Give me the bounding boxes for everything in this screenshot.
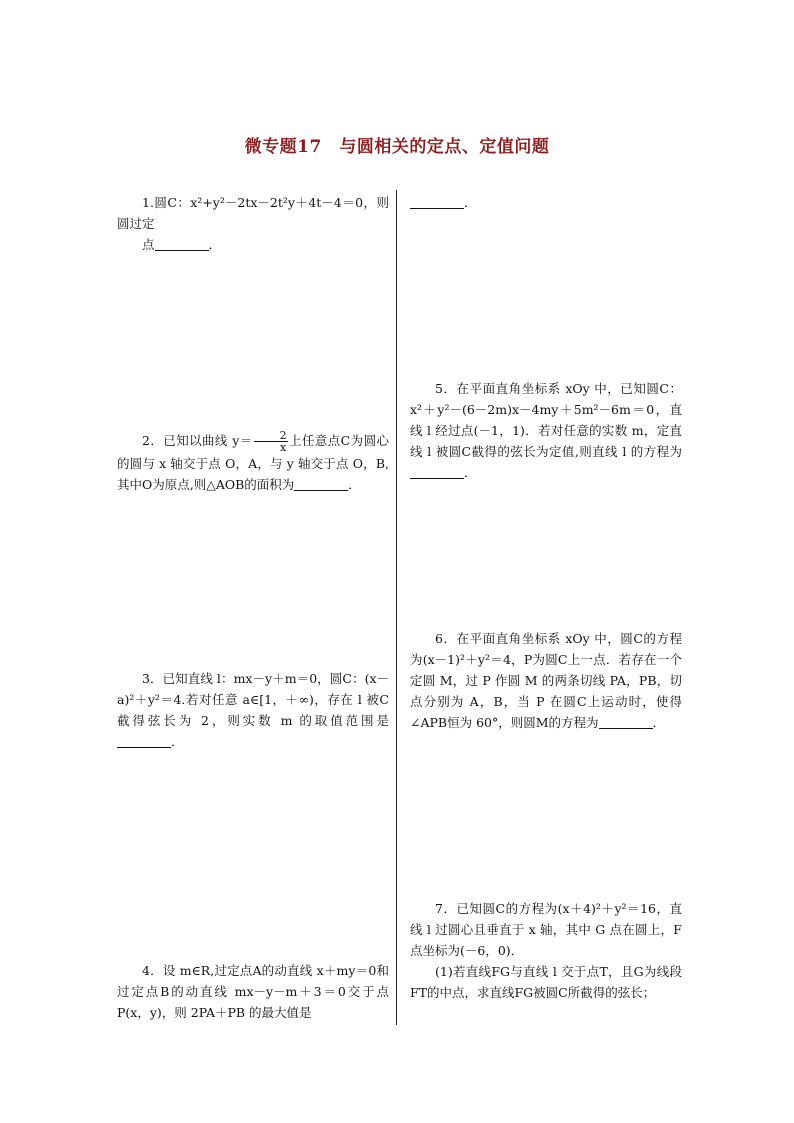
question-4-text: 4．设 m∈R,过定点A的动直线 x＋my＝0和过定点B的动直线 mx－y－m＋3＝0交于点 P(x，y)，则 2PA＋PB 的最大值是 [117,963,389,1020]
fraction-denominator: x [280,441,287,454]
question-2-end: ． [348,477,361,492]
answer-blank[interactable] [410,194,464,209]
page-title: 微专题17 与圆相关的定点、定值问题 [244,137,550,157]
question-5 [410,378,682,483]
question-3-text: 3．已知直线 l：mx－y＋m＝0，圆C：(x－a)²＋y²＝4.若对任意 a∈[1，＋∞)，存在 l 被C截得弦长为 2，则实数 m 的取值范围是 [117,671,389,728]
question-2 [117,430,389,495]
question-1-line2: 点 [142,237,155,252]
question-6-end: ． [652,715,666,730]
answer-blank[interactable] [155,236,209,251]
question-1-line1: 1.圆C：x²+y²－2tx－2t²y＋4t－4＝0，则圆过定 [117,195,389,231]
answer-blank[interactable] [599,714,653,729]
question-2-after: 上任意点C为圆心的圆与 x 轴交于点 O，A，与 y 轴交于点 O，B,其中O为原点,则△AOB的面积为 [117,433,389,492]
fraction [254,430,288,453]
answer-blank[interactable] [294,476,348,491]
question-7 [410,898,682,1003]
question-7-intro: 7．已知圆C的方程为(x＋4)²＋y²＝16，直线 l 过圆心且垂直于 x 轴，其中 G 点在圆上，F 点坐标为(－6，0)． [410,901,682,958]
question-4-end: ． [464,195,477,210]
question-5-end: ． [464,465,477,480]
answer-blank[interactable] [410,464,464,479]
question-6-text: 6．在平面直角坐标系 xOy 中，圆C的方程为(x－1)²＋y²＝4，P为圆C上一点．若存在一个定圆 M，过 P 作圆 M 的两条切线 PA，PB，切点分别为 A，B，当 P 在圆C上运动时，使得∠APB恒为 60°，则圆M的方程为 [410,631,682,730]
fraction-numerator: 2 [254,430,288,442]
question-6 [410,628,682,733]
question-2-before: 2．已知以曲线 y＝ [142,433,253,448]
question-4 [117,960,389,1023]
column-divider [396,190,397,1025]
answer-blank[interactable] [117,733,171,748]
question-3-end: ． [171,734,184,749]
question-3 [117,668,389,752]
question-1-end: ． [208,237,222,252]
question-1 [117,192,389,255]
question-7-part1: (1)若直线FG与直线 l 交于点T，且G为线段FT的中点，求直线FG被圆C所截得的弦长； [410,964,682,1000]
question-5-text: 5．在平面直角坐标系 xOy 中，已知圆C：x²＋y²－(6－2m)x－4my＋5m²－6m＝0，直线 l 经过点(－1，1)．若对任意的实数 m，定直线 l 被圆C截得的弦长为定值,则直线 l 的方程为 [410,381,682,459]
question-4-continued [410,192,682,213]
